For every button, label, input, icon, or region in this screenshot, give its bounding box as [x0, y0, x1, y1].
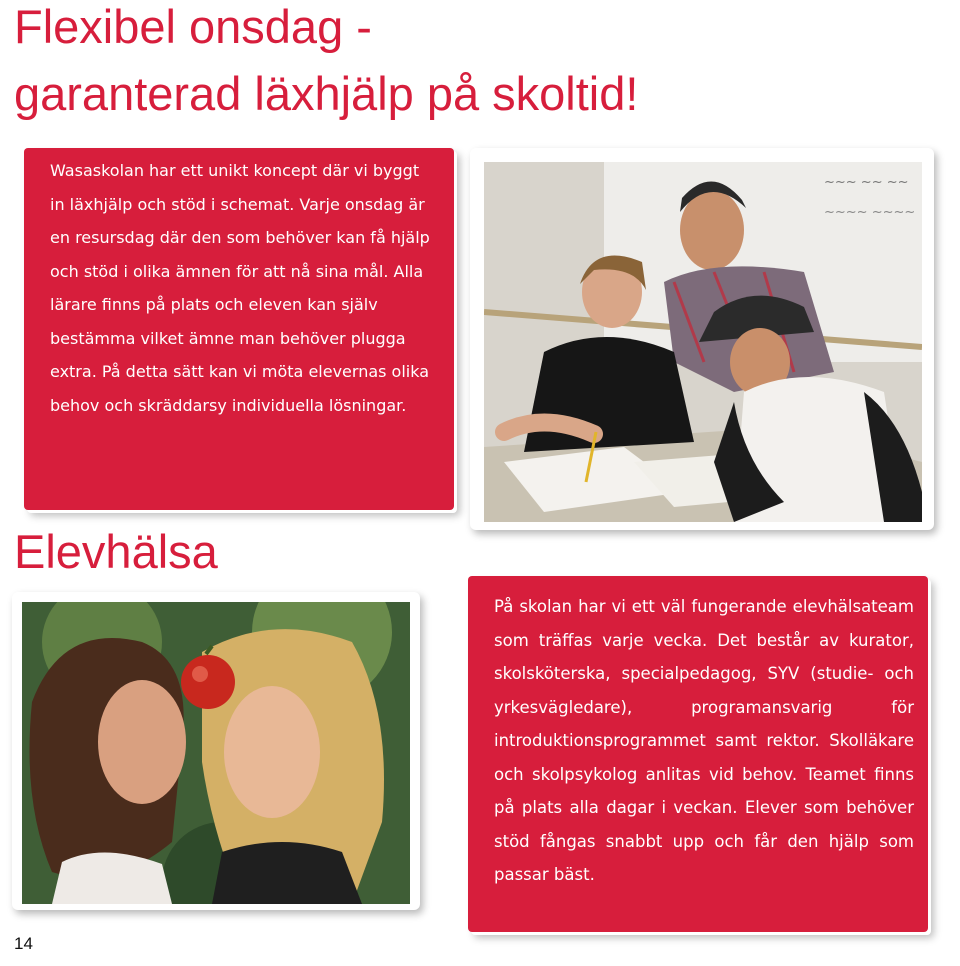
student-health-text: På skolan har vi ett väl fungerande elevhälsateam som träffas varje vecka. Det består av kurator, skolsköterska, specialpedagog, SYV (studie- och yrkesvägledare), programansvarig för introduktionsprogrammet samt rektor. Skolläkare och skolpsykolog anlitas vid behov. Teamet finns på plats alla dagar i veckan. Elever som behöver stöd fångas snabbt upp och får den hjälp som passar bäst. [494, 597, 914, 884]
students-photo-illustration [22, 602, 410, 904]
svg-text:~~~ ~~ ~~: ~~~ ~~ ~~ [824, 175, 909, 190]
classroom-photo [484, 162, 922, 522]
section-title-elevhalsa: Elevhälsa [14, 525, 218, 578]
page-number: 14 [14, 934, 33, 953]
students-photo [22, 602, 410, 904]
student-health-textbox [468, 576, 928, 932]
homework-help-textbox [24, 148, 454, 510]
page-title-line-2: garanterad läxhjälp på skoltid! [14, 67, 639, 120]
page-title-line-1: Flexibel onsdag - [14, 0, 372, 53]
classroom-photo-illustration [484, 162, 922, 522]
svg-text:~~~~ ~~~~: ~~~~ ~~~~ [824, 205, 916, 220]
homework-help-text: Wasaskolan har ett unikt koncept där vi byggt in läxhjälp och stöd i schemat. Varje onsdag är en resursdag där den som behöver kan få hjälp och stöd i olika ämnen för att nå sina mål. Alla lärare finns på plats och eleven kan själv bestämma vilket ämne man behöver plugga extra. På detta sätt kan vi möta elevernas olika behov och skräddarsy individuella lösningar. [50, 161, 430, 415]
